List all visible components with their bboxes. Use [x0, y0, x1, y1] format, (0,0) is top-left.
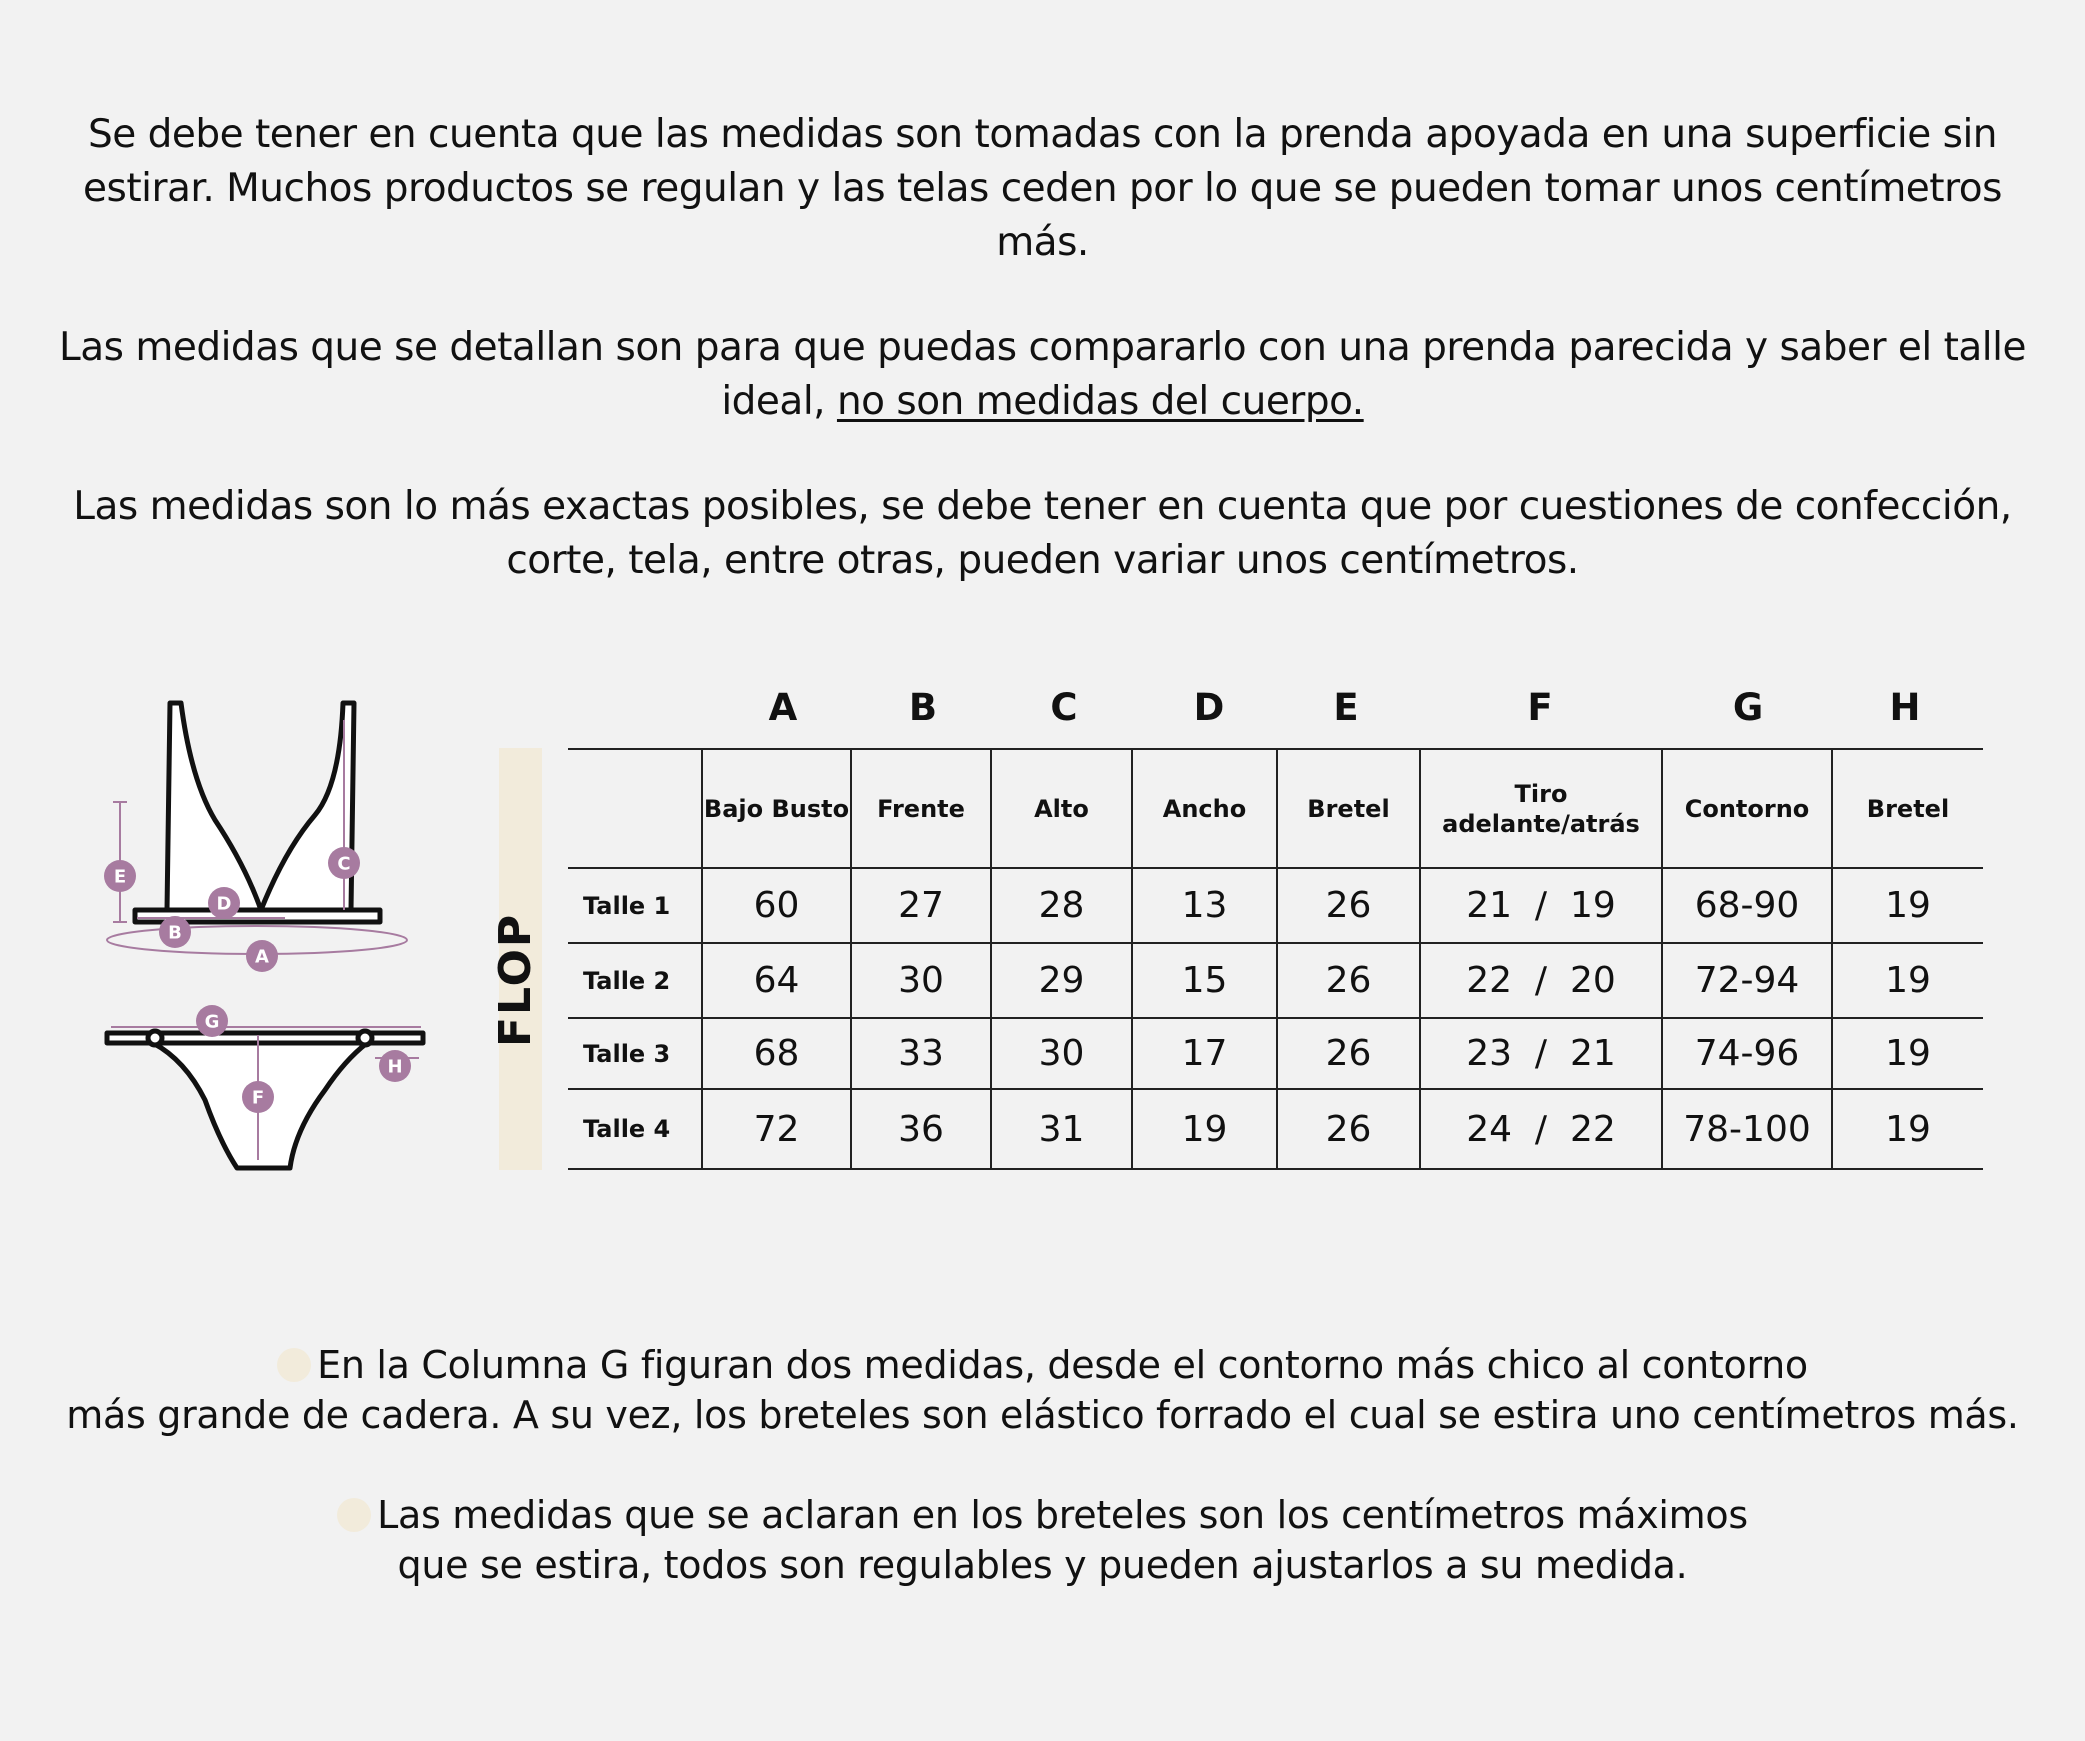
table-cell: 68: [702, 1018, 851, 1089]
table-cell: 19: [1832, 1089, 1983, 1169]
table-cell: 68-90: [1662, 868, 1832, 943]
marker-label-g: G: [204, 1011, 220, 1033]
table-row: [568, 1089, 1983, 1169]
marker-label-c: C: [337, 853, 351, 875]
row-label: Talle 2: [583, 966, 671, 995]
column-letter-a: A: [768, 686, 798, 729]
column-letter-f: F: [1527, 686, 1553, 729]
footnote-2-line-2: que se estira, todos son regulables y pueden ajustarlos a su medida.: [397, 1543, 1688, 1587]
table-cell: 22 / 20: [1420, 943, 1662, 1018]
table-cell: 64: [702, 943, 851, 1018]
table-cell: 60: [702, 868, 851, 943]
footnote-2-line-1: Las medidas que se aclaran en los breteles son los centímetros máximos: [377, 1493, 1748, 1537]
table-cell: 19: [1832, 943, 1983, 1018]
table-cell: 21 / 19: [1420, 868, 1662, 943]
table-cell: 26: [1277, 868, 1420, 943]
column-letter-g: G: [1732, 686, 1764, 729]
row-label: Talle 4: [583, 1115, 671, 1143]
column-letters: [568, 686, 1983, 736]
footnote-1-line-1: En la Columna G figuran dos medidas, desde el contorno más chico al contorno: [317, 1343, 1808, 1387]
footnote-2: [40, 1490, 2045, 1590]
table-cell: 29: [991, 943, 1132, 1018]
table-header-row: [568, 749, 1983, 868]
marker-label-d: D: [216, 893, 232, 915]
column-letter-e: E: [1333, 686, 1359, 729]
column-header: Alto: [991, 749, 1132, 868]
table-cell: 19: [1832, 868, 1983, 943]
table-cell: 26: [1277, 1089, 1420, 1169]
intro-paragraph-2: [40, 321, 2045, 429]
table-cell: 19: [1832, 1018, 1983, 1089]
table-cell: 74-96: [1662, 1018, 1832, 1089]
row-label: Talle 3: [583, 1039, 671, 1068]
column-header: Contorno: [1662, 749, 1832, 868]
table-cell: 30: [851, 943, 991, 1018]
table-cell: 26: [1277, 1018, 1420, 1089]
marker-label-f: F: [251, 1087, 265, 1109]
table-cell: 13: [1132, 868, 1277, 943]
table-row: [568, 1018, 1983, 1089]
table-cell: 30: [991, 1018, 1132, 1089]
bullet-dot-icon: [337, 1498, 371, 1532]
intro-paragraph-2-underlined: no son medidas del cuerpo.: [836, 379, 1364, 424]
intro-paragraph-1: Se debe tener en cuenta que las medidas son tomadas con la prenda apoyada en una superficie sin estirar. Muchos productos se regulan y las telas ceden por lo que se pueden tomar unos centímetros más.: [83, 112, 2002, 265]
column-header: Tiro adelante/atrás: [1420, 749, 1662, 868]
table-cell: 26: [1277, 943, 1420, 1018]
column-header: Ancho: [1132, 749, 1277, 868]
column-header: Bajo Busto: [702, 749, 851, 868]
column-letter-h: H: [1889, 686, 1921, 729]
intro-text: [40, 108, 2045, 639]
table-cell: 72-94: [1662, 943, 1832, 1018]
table-cell: 19: [1132, 1089, 1277, 1169]
table-cell: 72: [702, 1089, 851, 1169]
marker-label-e: E: [113, 866, 127, 888]
row-label: Talle 1: [583, 891, 671, 920]
marker-label-a: A: [255, 946, 269, 968]
table-cell: 33: [851, 1018, 991, 1089]
column-header: Bretel: [1832, 749, 1983, 868]
table-row: [568, 868, 1983, 943]
table-row: [568, 943, 1983, 1018]
column-letter-b: B: [908, 686, 938, 729]
column-letter-c: C: [1050, 686, 1078, 729]
marker-label-b: B: [168, 922, 182, 944]
column-header: Bretel: [1277, 749, 1420, 868]
table-cell: 27: [851, 868, 991, 943]
table-cell: 78-100: [1662, 1089, 1832, 1169]
table-cell: 28: [991, 868, 1132, 943]
intro-paragraph-2-text: Las medidas que se detallan son para que puedas compararlo con una prenda parecida y saber el talle ideal,: [59, 325, 2026, 424]
footnotes: [40, 1340, 2045, 1640]
table-corner-cell: [568, 749, 702, 868]
table-cell: 17: [1132, 1018, 1277, 1089]
model-name: FLOP: [490, 912, 541, 1047]
table-cell: 31: [991, 1089, 1132, 1169]
column-letter-d: D: [1193, 686, 1225, 729]
footnote-1: [40, 1340, 2045, 1440]
marker-label-h: H: [387, 1056, 403, 1078]
table-cell: 15: [1132, 943, 1277, 1018]
garment-diagram: [95, 690, 435, 1180]
column-header: Frente: [851, 749, 991, 868]
table-cell: 36: [851, 1089, 991, 1169]
table-cell: 24 / 22: [1420, 1089, 1662, 1169]
intro-paragraph-3: Las medidas son lo más exactas posibles, se debe tener en cuenta que por cuestiones de confección, corte, tela, entre otras, pueden variar unos centímetros.: [73, 484, 2012, 583]
footnote-1-line-2: más grande de cadera. A su vez, los breteles son elástico forrado el cual se estira uno centímetros más.: [66, 1393, 2019, 1437]
bullet-dot-icon: [277, 1348, 311, 1382]
size-table: [568, 748, 1983, 1170]
table-cell: 23 / 21: [1420, 1018, 1662, 1089]
